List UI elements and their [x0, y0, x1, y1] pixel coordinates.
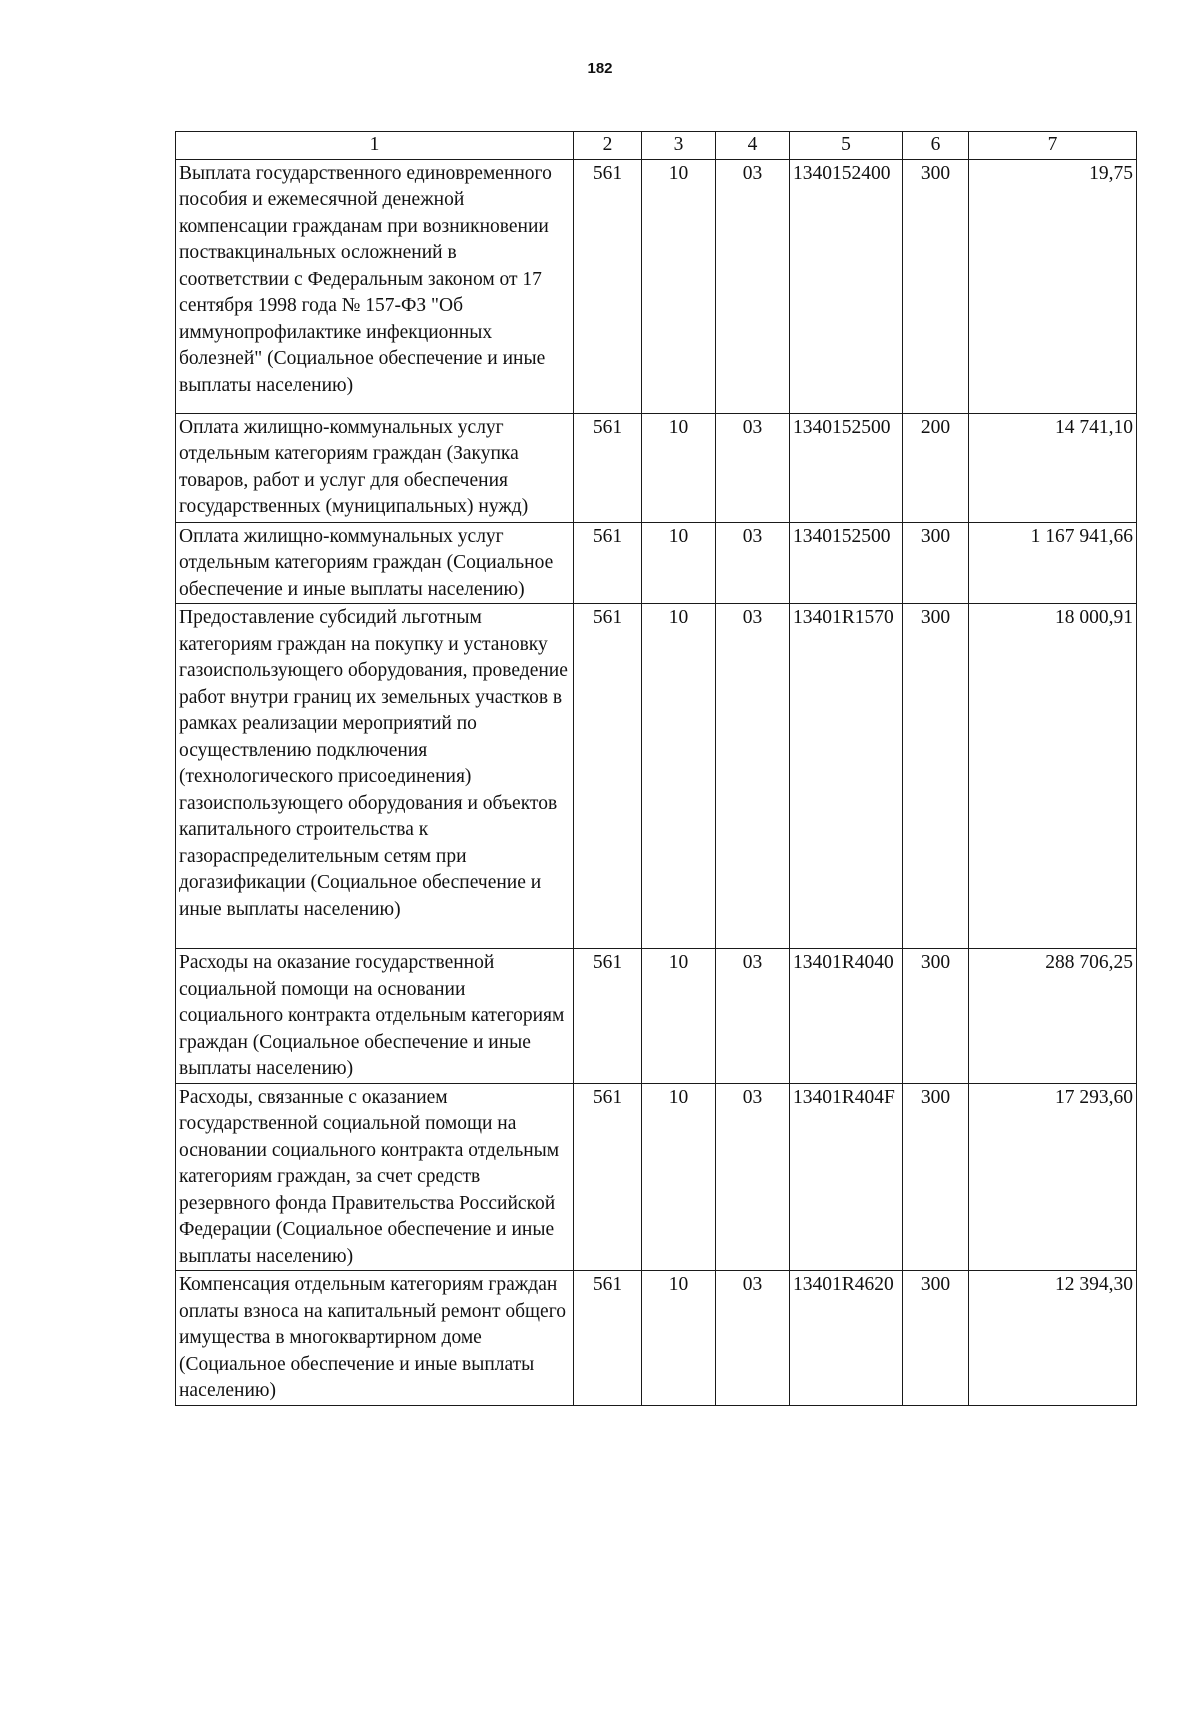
subsection-code: 03 [716, 159, 790, 413]
expense-name: Расходы на оказание государственной социальной помощи на основании социального контракта отдельным категориям граждан (Социальное обеспечение и иные выплаты населению) [176, 949, 574, 1084]
header-col-7: 7 [969, 132, 1137, 160]
expense-type-code: 300 [903, 604, 969, 949]
header-row [176, 132, 1137, 160]
table-row [176, 1083, 1137, 1271]
target-article-code: 1340152500 [790, 522, 903, 604]
table-row [176, 1271, 1137, 1406]
subsection-code: 03 [716, 604, 790, 949]
section-code: 10 [642, 159, 716, 413]
section-code: 10 [642, 413, 716, 522]
amount: 18 000,91 [969, 604, 1137, 949]
section-code: 10 [642, 604, 716, 949]
table-row [176, 522, 1137, 604]
header-col-2: 2 [574, 132, 642, 160]
subsection-code: 03 [716, 949, 790, 1084]
amount: 19,75 [969, 159, 1137, 413]
budget-table [175, 131, 1137, 1406]
expense-type-code: 300 [903, 522, 969, 604]
amount: 17 293,60 [969, 1083, 1137, 1271]
amount: 288 706,25 [969, 949, 1137, 1084]
target-article-code: 13401R4040 [790, 949, 903, 1084]
ministry-code: 561 [574, 1083, 642, 1271]
header-col-4: 4 [716, 132, 790, 160]
expense-name: Компенсация отдельным категориям граждан оплаты взноса на капитальный ремонт общего имущества в многоквартирном доме (Социальное обеспечение и иные выплаты населению) [176, 1271, 574, 1406]
ministry-code: 561 [574, 159, 642, 413]
expense-type-code: 300 [903, 1083, 969, 1271]
target-article-code: 1340152400 [790, 159, 903, 413]
expense-type-code: 200 [903, 413, 969, 522]
header-col-3: 3 [642, 132, 716, 160]
expense-name: Выплата государственного единовременного пособия и ежемесячной денежной компенсации гражданам при возникновении поствакцинальных осложнений в соответствии с Федеральным законом от 17 сентября 1998 года № 157-ФЗ "Об иммунопрофилактике инфекционных болезней" (Социальное обеспечение и иные выплаты населению) [176, 159, 574, 413]
expense-name: Оплата жилищно-коммунальных услуг отдельным категориям граждан (Социальное обеспечение и иные выплаты населению) [176, 522, 574, 604]
subsection-code: 03 [716, 522, 790, 604]
ministry-code: 561 [574, 1271, 642, 1406]
header-col-6: 6 [903, 132, 969, 160]
section-code: 10 [642, 1083, 716, 1271]
expense-type-code: 300 [903, 159, 969, 413]
header-col-1: 1 [176, 132, 574, 160]
table-row [176, 413, 1137, 522]
section-code: 10 [642, 522, 716, 604]
subsection-code: 03 [716, 1083, 790, 1271]
section-code: 10 [642, 949, 716, 1084]
target-article-code: 13401R404F [790, 1083, 903, 1271]
amount: 12 394,30 [969, 1271, 1137, 1406]
target-article-code: 1340152500 [790, 413, 903, 522]
expense-name: Оплата жилищно-коммунальных услуг отдельным категориям граждан (Закупка товаров, работ и услуг для обеспечения государственных (муниципальных) нужд) [176, 413, 574, 522]
expense-type-code: 300 [903, 1271, 969, 1406]
expense-type-code: 300 [903, 949, 969, 1084]
ministry-code: 561 [574, 413, 642, 522]
expense-name: Предоставление субсидий льготным категориям граждан на покупку и установку газоиспользующего оборудования, проведение работ внутри границ их земельных участков в рамках реализации мероприятий по осуществлению подключения (технологического присоединения) газоиспользующего оборудования и объектов капитального строительства к газораспределительным сетям при догазификации (Социальное обеспечение и иные выплаты населению) [176, 604, 574, 949]
ministry-code: 561 [574, 522, 642, 604]
table-row [176, 949, 1137, 1084]
page-number: 182 [587, 60, 613, 77]
ministry-code: 561 [574, 604, 642, 949]
subsection-code: 03 [716, 413, 790, 522]
amount: 14 741,10 [969, 413, 1137, 522]
header-col-5: 5 [790, 132, 903, 160]
target-article-code: 13401R1570 [790, 604, 903, 949]
section-code: 10 [642, 1271, 716, 1406]
subsection-code: 03 [716, 1271, 790, 1406]
target-article-code: 13401R4620 [790, 1271, 903, 1406]
amount: 1 167 941,66 [969, 522, 1137, 604]
ministry-code: 561 [574, 949, 642, 1084]
table-row [176, 159, 1137, 413]
expense-name: Расходы, связанные с оказанием государственной социальной помощи на основании социального контракта отдельным категориям граждан, за счет средств резервного фонда Правительства Российской Федерации (Социальное обеспечение и иные выплаты населению) [176, 1083, 574, 1271]
table-row [176, 604, 1137, 949]
